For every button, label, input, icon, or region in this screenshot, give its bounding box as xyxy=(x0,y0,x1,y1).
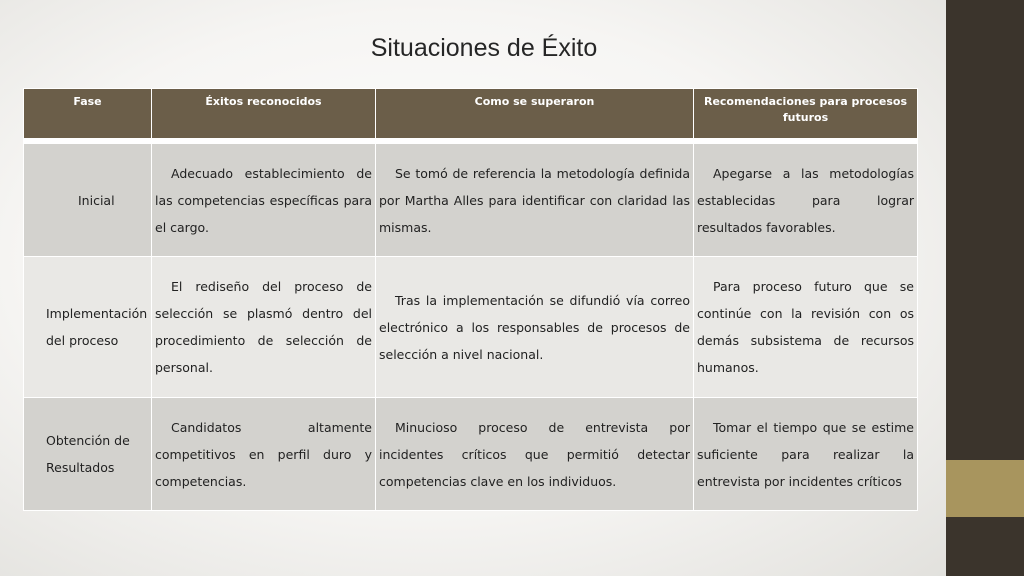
success-cell: Candidatos altamente competitivos en perfil duro y competencias. xyxy=(152,398,376,511)
table-row xyxy=(24,144,918,257)
table-header-row xyxy=(24,89,918,139)
success-cell: El rediseño del proceso de selección se plasmó dentro del procedimiento de selección de personal. xyxy=(152,257,376,398)
side-accent-block xyxy=(946,460,1024,517)
recommendation-cell: Para proceso futuro que se continúe con la revisión con os demás subsistema de recursos humanos. xyxy=(694,257,918,398)
how-cell: Se tomó de referencia la metodología definida por Martha Alles para identificar con claridad las mismas. xyxy=(376,144,694,257)
header-fase: Fase xyxy=(24,89,152,139)
success-cell: Adecuado establecimiento de las competencias específicas para el cargo. xyxy=(152,144,376,257)
recommendation-cell: Apegarse a las metodologías establecidas para lograr resultados favorables. xyxy=(694,144,918,257)
header-como: Como se superaron xyxy=(376,89,694,139)
header-recomendaciones: Recomendaciones para procesos futuros xyxy=(694,89,918,139)
success-table xyxy=(23,88,918,511)
phase-cell: Implementación del proceso xyxy=(24,257,152,398)
how-cell: Tras la implementación se difundió vía correo electrónico a los responsables de procesos de selección a nivel nacional. xyxy=(376,257,694,398)
phase-cell: Inicial xyxy=(24,144,152,257)
phase-cell: Obtención de Resultados xyxy=(24,398,152,511)
slide-title: Situaciones de Éxito xyxy=(370,34,598,62)
recommendation-cell: Tomar el tiempo que se estime suficiente para realizar la entrevista por incidentes críticos xyxy=(694,398,918,511)
table-row xyxy=(24,257,918,398)
table-row xyxy=(24,398,918,511)
how-cell: Minucioso proceso de entrevista por incidentes críticos que permitió detectar competencias clave en los individuos. xyxy=(376,398,694,511)
header-exitos: Éxitos reconocidos xyxy=(152,89,376,139)
